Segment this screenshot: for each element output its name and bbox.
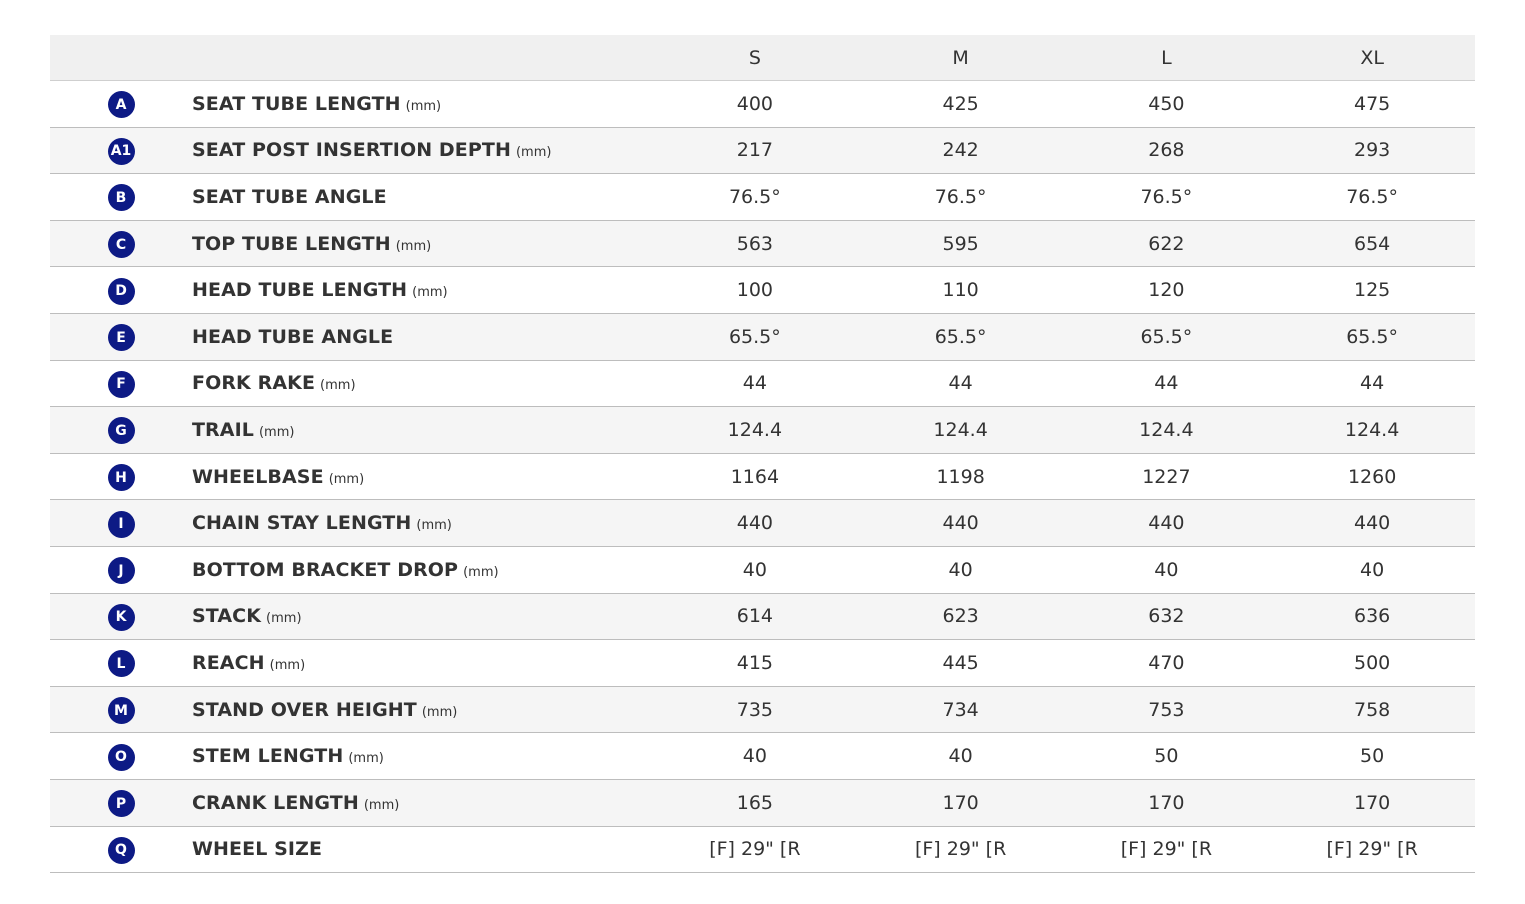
row-key-cell	[50, 81, 192, 128]
value-cell-xl: 500	[1269, 640, 1475, 687]
table-row	[50, 826, 1475, 873]
value-cell-l: 450	[1064, 81, 1270, 128]
value-cell-m: 623	[858, 593, 1064, 640]
value-cell-l: 268	[1064, 127, 1270, 174]
row-label-cell	[192, 826, 652, 873]
measurement-name: SEAT TUBE ANGLE	[192, 185, 387, 208]
measurement-key-badge: G	[108, 417, 135, 444]
row-label-cell	[192, 127, 652, 174]
value-cell-m: 76.5°	[858, 174, 1064, 221]
measurement-key-badge: O	[108, 744, 135, 771]
value-cell-m: 44	[858, 360, 1064, 407]
value-cell-s: 40	[652, 733, 858, 780]
value-cell-xl: 76.5°	[1269, 174, 1475, 221]
value-cell-l: 632	[1064, 593, 1270, 640]
value-cell-s: 400	[652, 81, 858, 128]
measurement-unit: (mm)	[328, 471, 365, 487]
row-label-cell	[192, 500, 652, 547]
value-cell-m: 65.5°	[858, 313, 1064, 360]
measurement-name: SEAT TUBE LENGTH	[192, 92, 401, 115]
measurement-key-badge: F	[108, 371, 135, 398]
measurement-unit: (mm)	[395, 238, 432, 254]
value-cell-m: 734	[858, 686, 1064, 733]
measurement-key-badge: C	[108, 231, 135, 258]
value-cell-s: 614	[652, 593, 858, 640]
table-row	[50, 546, 1475, 593]
measurement-key-badge: E	[108, 324, 135, 351]
measurement-unit: (mm)	[412, 285, 448, 301]
value-cell-xl: 125	[1269, 267, 1475, 314]
value-cell-l: 753	[1064, 686, 1270, 733]
table-row	[50, 360, 1475, 407]
measurement-key-badge: B	[108, 184, 135, 211]
measurement-unit: (mm)	[363, 797, 400, 813]
row-key-cell	[50, 779, 192, 826]
geometry-table	[50, 35, 1475, 873]
row-key-cell	[50, 267, 192, 314]
value-cell-s: 217	[652, 127, 858, 174]
value-cell-xl: 636	[1269, 593, 1475, 640]
measurement-name: STACK	[192, 605, 262, 628]
table-row	[50, 313, 1475, 360]
value-cell-xl: 758	[1269, 686, 1475, 733]
row-label-cell	[192, 81, 652, 128]
row-key-cell	[50, 593, 192, 640]
measurement-name: WHEELBASE	[192, 465, 324, 488]
measurement-name: CRANK LENGTH	[192, 791, 359, 814]
row-key-cell	[50, 686, 192, 733]
measurement-unit: (mm)	[416, 518, 452, 534]
value-cell-xl: 50	[1269, 733, 1475, 780]
measurement-name: TOP TUBE LENGTH	[192, 232, 391, 255]
value-cell-l: 470	[1064, 640, 1270, 687]
row-label-cell	[192, 593, 652, 640]
value-cell-m: 445	[858, 640, 1064, 687]
measurement-key-badge: A1	[108, 138, 135, 165]
measurement-unit: (mm)	[515, 145, 552, 161]
row-label-cell	[192, 220, 652, 267]
table-row	[50, 500, 1475, 547]
row-key-cell	[50, 733, 192, 780]
value-cell-s: 65.5°	[652, 313, 858, 360]
table-row	[50, 453, 1475, 500]
row-label-cell	[192, 360, 652, 407]
table-body	[50, 81, 1475, 873]
row-label-cell	[192, 267, 652, 314]
value-cell-m: 425	[858, 81, 1064, 128]
table-row	[50, 779, 1475, 826]
value-cell-s: 40	[652, 546, 858, 593]
measurement-key-badge: Q	[108, 837, 135, 864]
value-cell-s: 563	[652, 220, 858, 267]
table-row	[50, 127, 1475, 174]
value-cell-l: [F] 29" [R	[1064, 826, 1270, 873]
table-row	[50, 593, 1475, 640]
value-cell-s: 44	[652, 360, 858, 407]
value-cell-l: 124.4	[1064, 407, 1270, 454]
table-row	[50, 686, 1475, 733]
table-row	[50, 267, 1475, 314]
value-cell-s: 76.5°	[652, 174, 858, 221]
measurement-unit: (mm)	[421, 704, 458, 720]
measurement-name: TRAIL	[192, 418, 254, 441]
row-label-cell	[192, 313, 652, 360]
value-cell-s: 100	[652, 267, 858, 314]
measurement-name: REACH	[192, 651, 265, 674]
value-cell-s: 1164	[652, 453, 858, 500]
measurement-key-badge: A	[108, 91, 135, 118]
row-key-cell	[50, 313, 192, 360]
measurement-key-badge: J	[108, 557, 135, 584]
value-cell-s: 165	[652, 779, 858, 826]
value-cell-l: 44	[1064, 360, 1270, 407]
measurement-name: STEM LENGTH	[192, 745, 344, 768]
value-cell-l: 1227	[1064, 453, 1270, 500]
value-cell-m: 170	[858, 779, 1064, 826]
size-header-xl: XL	[1269, 35, 1475, 81]
size-header-l: L	[1064, 35, 1270, 81]
measurement-name: HEAD TUBE ANGLE	[192, 325, 394, 348]
measurement-name: SEAT POST INSERTION DEPTH	[192, 139, 511, 162]
measurement-key-badge: P	[108, 790, 135, 817]
row-key-cell	[50, 453, 192, 500]
measurement-name: BOTTOM BRACKET DROP	[192, 558, 459, 581]
table-row	[50, 220, 1475, 267]
row-label-cell	[192, 733, 652, 780]
value-cell-l: 170	[1064, 779, 1270, 826]
measurement-unit: (mm)	[266, 611, 302, 627]
row-key-cell	[50, 360, 192, 407]
value-cell-xl: [F] 29" [R	[1269, 826, 1475, 873]
measurement-key-badge: I	[108, 511, 135, 538]
value-cell-m: 110	[858, 267, 1064, 314]
measurement-name: CHAIN STAY LENGTH	[192, 512, 412, 535]
value-cell-xl: 65.5°	[1269, 313, 1475, 360]
value-cell-m: 1198	[858, 453, 1064, 500]
measurement-name: FORK RAKE	[192, 372, 316, 395]
row-label-cell	[192, 640, 652, 687]
measurement-name: WHEEL SIZE	[192, 838, 323, 861]
measurement-unit: (mm)	[405, 98, 442, 114]
row-key-cell	[50, 640, 192, 687]
row-label-cell	[192, 453, 652, 500]
value-cell-m: 40	[858, 733, 1064, 780]
table-row	[50, 733, 1475, 780]
value-cell-xl: 1260	[1269, 453, 1475, 500]
row-label-cell	[192, 686, 652, 733]
value-cell-l: 622	[1064, 220, 1270, 267]
header-key-column	[50, 35, 192, 81]
measurement-unit: (mm)	[269, 657, 306, 673]
value-cell-xl: 654	[1269, 220, 1475, 267]
value-cell-xl: 440	[1269, 500, 1475, 547]
table-row	[50, 407, 1475, 454]
header-label-column	[192, 35, 652, 81]
size-header-s: S	[652, 35, 858, 81]
value-cell-m: 40	[858, 546, 1064, 593]
row-label-cell	[192, 174, 652, 221]
value-cell-l: 40	[1064, 546, 1270, 593]
measurement-unit: (mm)	[463, 564, 499, 580]
value-cell-xl: 293	[1269, 127, 1475, 174]
value-cell-s: 124.4	[652, 407, 858, 454]
value-cell-l: 50	[1064, 733, 1270, 780]
value-cell-xl: 170	[1269, 779, 1475, 826]
value-cell-xl: 475	[1269, 81, 1475, 128]
value-cell-l: 120	[1064, 267, 1270, 314]
row-label-cell	[192, 407, 652, 454]
value-cell-s: [F] 29" [R	[652, 826, 858, 873]
value-cell-m: 440	[858, 500, 1064, 547]
value-cell-s: 440	[652, 500, 858, 547]
table-header-row	[50, 35, 1475, 81]
row-label-cell	[192, 779, 652, 826]
row-label-cell	[192, 546, 652, 593]
value-cell-l: 440	[1064, 500, 1270, 547]
size-header-m: M	[858, 35, 1064, 81]
value-cell-xl: 124.4	[1269, 407, 1475, 454]
table-row	[50, 174, 1475, 221]
measurement-name: STAND OVER HEIGHT	[192, 698, 417, 721]
row-key-cell	[50, 174, 192, 221]
row-key-cell	[50, 500, 192, 547]
measurement-unit: (mm)	[258, 424, 295, 440]
measurement-unit: (mm)	[348, 751, 384, 767]
value-cell-s: 415	[652, 640, 858, 687]
value-cell-xl: 40	[1269, 546, 1475, 593]
value-cell-s: 735	[652, 686, 858, 733]
measurement-unit: (mm)	[320, 378, 356, 394]
table-row	[50, 81, 1475, 128]
measurement-key-badge: M	[108, 697, 135, 724]
measurement-key-badge: L	[108, 650, 135, 677]
value-cell-m: [F] 29" [R	[858, 826, 1064, 873]
measurement-name: HEAD TUBE LENGTH	[192, 279, 408, 302]
row-key-cell	[50, 546, 192, 593]
row-key-cell	[50, 826, 192, 873]
measurement-key-badge: D	[108, 278, 135, 305]
table-row	[50, 640, 1475, 687]
measurement-key-badge: H	[108, 464, 135, 491]
value-cell-m: 595	[858, 220, 1064, 267]
value-cell-m: 242	[858, 127, 1064, 174]
value-cell-l: 76.5°	[1064, 174, 1270, 221]
value-cell-m: 124.4	[858, 407, 1064, 454]
value-cell-xl: 44	[1269, 360, 1475, 407]
measurement-key-badge: K	[108, 604, 135, 631]
value-cell-l: 65.5°	[1064, 313, 1270, 360]
row-key-cell	[50, 127, 192, 174]
row-key-cell	[50, 220, 192, 267]
row-key-cell	[50, 407, 192, 454]
